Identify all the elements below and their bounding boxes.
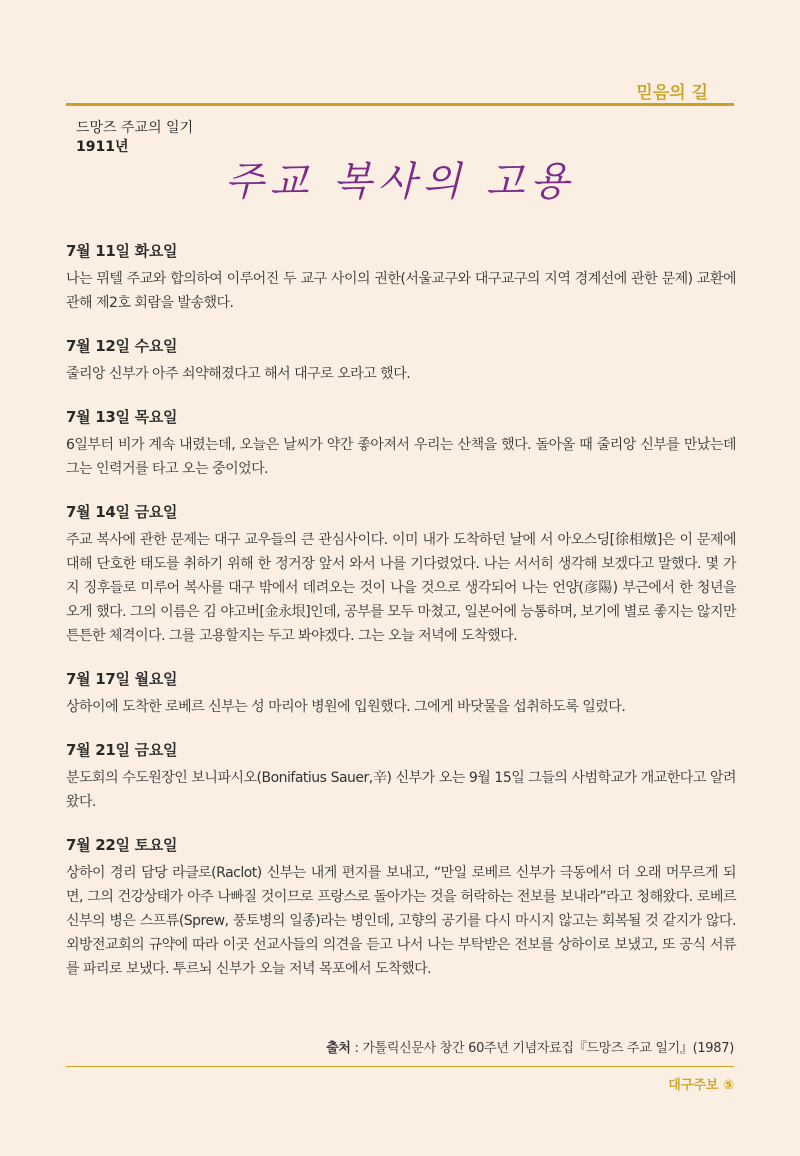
entry-date: 7월 11일 화요일 (66, 242, 178, 260)
entry-date: 7월 17일 월요일 (66, 670, 178, 688)
entry-date: 7월 13일 목요일 (66, 408, 178, 426)
entry-body: 상하이 경리 담당 라클로(Raclot) 신부는 내게 편지를 보내고, “만일 로베르 신부가 극동에서 더 오래 머무르게 되면, 그의 건강상태가 아주 나빠질 것이므로 프랑스로 돌아가는 것을 허락하는 전보를 보내라”라고 청해왔다. 로베르 신부의 병은 스프류(Sprew, 풍토병의 일종)라는 병인데, 고향의 공기를 다시 마시지 않고는 회복될 것 같지가 않다. 외방전교회의 규약에 따라 이곳 선교사들의 의견을 듣고 나서 나는 부탁받은 전보를 상하이로 보냈고, 또 공식 서류를 파리로 보냈다. 투르뇌 신부가 오늘 저녁 목포에서 도착했다. (66, 865, 736, 977)
series-label: 드망즈 주교의 일기 (76, 120, 194, 136)
diary-entry (66, 406, 736, 481)
entry-date: 7월 14일 금요일 (66, 503, 178, 521)
source-text: : 가톨릭신문사 창간 60주년 기념자료집『드망즈 주교 일기』(1987) (350, 1041, 734, 1056)
entry-body: 줄리앙 신부가 아주 쇠약해졌다고 해서 대구로 오라고 했다. (66, 366, 411, 382)
entry-body: 나는 뮈텔 주교와 합의하여 이루어진 두 교구 사이의 권한(서울교구와 대구교구의 지역 경계선에 관한 문제) 교환에 관해 제2호 회람을 발송했다. (66, 271, 736, 311)
diary-entry (66, 240, 736, 315)
diary-entry (66, 501, 736, 648)
bottom-divider (66, 1066, 734, 1067)
footer-publication: 대구주보 ⑤ (668, 1078, 734, 1093)
diary-entry (66, 834, 736, 981)
section-tag: 믿음의 길 (636, 83, 708, 103)
entry-body: 상하이에 도착한 로베르 신부는 성 마리아 병원에 입원했다. 그에게 바닷물을 섭취하도록 일렀다. (66, 699, 626, 715)
source-citation (326, 1037, 734, 1056)
diary-entry (66, 739, 736, 814)
diary-entry (66, 335, 736, 386)
top-divider (66, 103, 734, 106)
entry-date: 7월 21일 금요일 (66, 741, 178, 759)
entry-date: 7월 22일 토요일 (66, 836, 178, 854)
page-title: 주교 복사의 고용 (225, 159, 575, 205)
entry-body: 6일부터 비가 계속 내렸는데, 오늘은 날씨가 약간 좋아져서 우리는 산책을 했다. 돌아올 때 줄리앙 신부를 만났는데 그는 인력거를 타고 오는 중이었다. (66, 437, 736, 477)
source-label: 출처 (326, 1041, 351, 1056)
entry-body: 분도회의 수도원장인 보니파시오(Bonifatius Sauer,辛) 신부가 오는 9월 15일 그들의 사범학교가 개교한다고 알려왔다. (66, 770, 736, 810)
entry-body: 주교 복사에 관한 문제는 대구 교우들의 큰 관심사이다. 이미 내가 도착하던 날에 서 아오스딩[徐相燉]은 이 문제에 대해 단호한 태도를 취하기 위해 한 정거장 앞서 와서 나를 기다렸었다. 나는 서서히 생각해 보겠다고 말했다. 몇 가지 징후들로 미루어 복사를 대구 밖에서 데려오는 것이 나을 것으로 생각되어 나는 언양(彦陽) 부근에서 한 청년을 오게 했다. 그의 이름은 김 야고버[金永垠]인데, 공부를 모두 마쳤고, 일본어에 능통하며, 보기에 별로 좋지는 않지만 튼튼한 체격이다. 그를 고용할지는 두고 봐야겠다. 그는 오늘 저녁에 도착했다. (66, 532, 736, 644)
diary-entry (66, 668, 736, 719)
year-label: 1911년 (76, 139, 129, 155)
entry-date: 7월 12일 수요일 (66, 337, 178, 355)
diary-entries (66, 240, 736, 1001)
